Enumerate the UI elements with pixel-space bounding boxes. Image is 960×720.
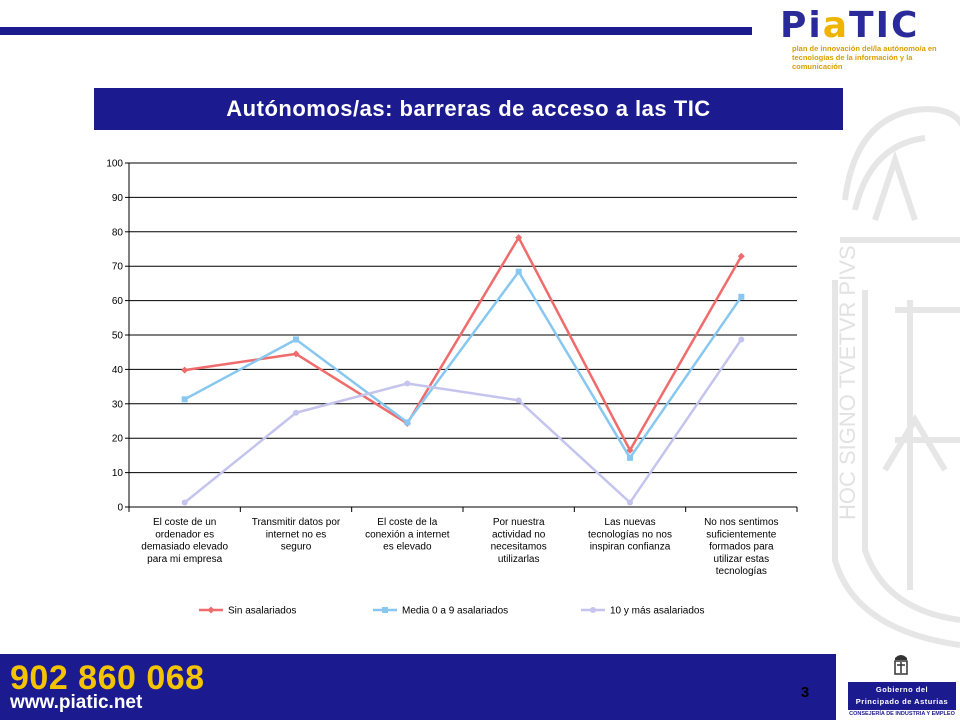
- data-point: [404, 419, 410, 425]
- y-tick-label: 30: [111, 399, 123, 411]
- top-rule: [0, 27, 752, 35]
- website-link[interactable]: www.piatic.net: [10, 692, 143, 713]
- legend-marker: [590, 607, 596, 613]
- government-logo: [846, 650, 958, 720]
- legend-marker: [382, 607, 388, 613]
- series-line-2: [185, 272, 742, 458]
- x-tick-label: Las nuevas tecnologías no nos inspiran confianza: [588, 517, 672, 553]
- data-point: [738, 336, 744, 342]
- x-tick-label: Por nuestra actividad no necesitamos utilizarlas: [490, 517, 547, 565]
- page-title: Autónomos/as: barreras de acceso a las TIC: [226, 96, 711, 121]
- crest-motto: HOC SIGNO TVETVR PIVS: [835, 245, 860, 520]
- y-tick-label: 80: [111, 227, 123, 239]
- series-line-3: [185, 339, 742, 502]
- y-tick-label: 50: [111, 330, 123, 342]
- logo-wordmark: PiaTIC: [780, 5, 920, 46]
- data-point: [627, 455, 633, 461]
- government-name: Gobierno del Principado de Asturias: [848, 682, 956, 710]
- x-tick-label: El coste de la conexión a internet es elevado: [365, 517, 450, 553]
- x-tick-label: No nos sentimos suficientemente formados para utilizar estas tecnologías: [704, 517, 779, 578]
- title-bar: [94, 88, 843, 130]
- data-point: [181, 367, 188, 374]
- y-tick-label: 10: [111, 468, 123, 480]
- logo-tagline: plan de innovación del/la autónomo/a en tecnologías de la información y la comunicación: [792, 44, 937, 71]
- data-point: [516, 269, 522, 275]
- ministry-name: CONSEJERÍA DE INDUSTRIA Y EMPLEO: [849, 711, 955, 717]
- asturias-crest-icon: [892, 652, 910, 678]
- data-point: [182, 500, 188, 506]
- data-point: [293, 410, 299, 416]
- data-point: [182, 396, 188, 402]
- y-tick-label: 40: [111, 364, 123, 376]
- line-chart: [86, 150, 806, 630]
- phone-number: 902 860 068: [10, 659, 205, 697]
- y-tick-label: 0: [117, 502, 123, 514]
- y-tick-label: 60: [111, 296, 123, 308]
- y-tick-label: 20: [111, 433, 123, 445]
- legend-label: Media 0 a 9 asalariados: [402, 605, 509, 617]
- legend-marker: [208, 607, 215, 614]
- y-tick-label: 70: [111, 261, 123, 273]
- x-tick-label: El coste de un ordenador es demasiado elevado para mi empresa: [141, 517, 229, 565]
- data-point: [516, 397, 522, 403]
- data-point: [293, 336, 299, 342]
- legend-label: 10 y más asalariados: [610, 605, 705, 617]
- page-number: 3: [800, 684, 810, 701]
- y-tick-label: 100: [106, 158, 123, 170]
- asturias-crest-watermark-icon: [815, 90, 960, 650]
- data-point: [404, 381, 410, 387]
- x-tick-label: Transmitir datos por internet no es seguro: [251, 517, 341, 553]
- legend-label: Sin asalariados: [228, 605, 297, 617]
- data-point: [627, 500, 633, 506]
- piatic-logo: [780, 5, 950, 71]
- data-point: [738, 294, 744, 300]
- y-tick-label: 90: [111, 192, 123, 204]
